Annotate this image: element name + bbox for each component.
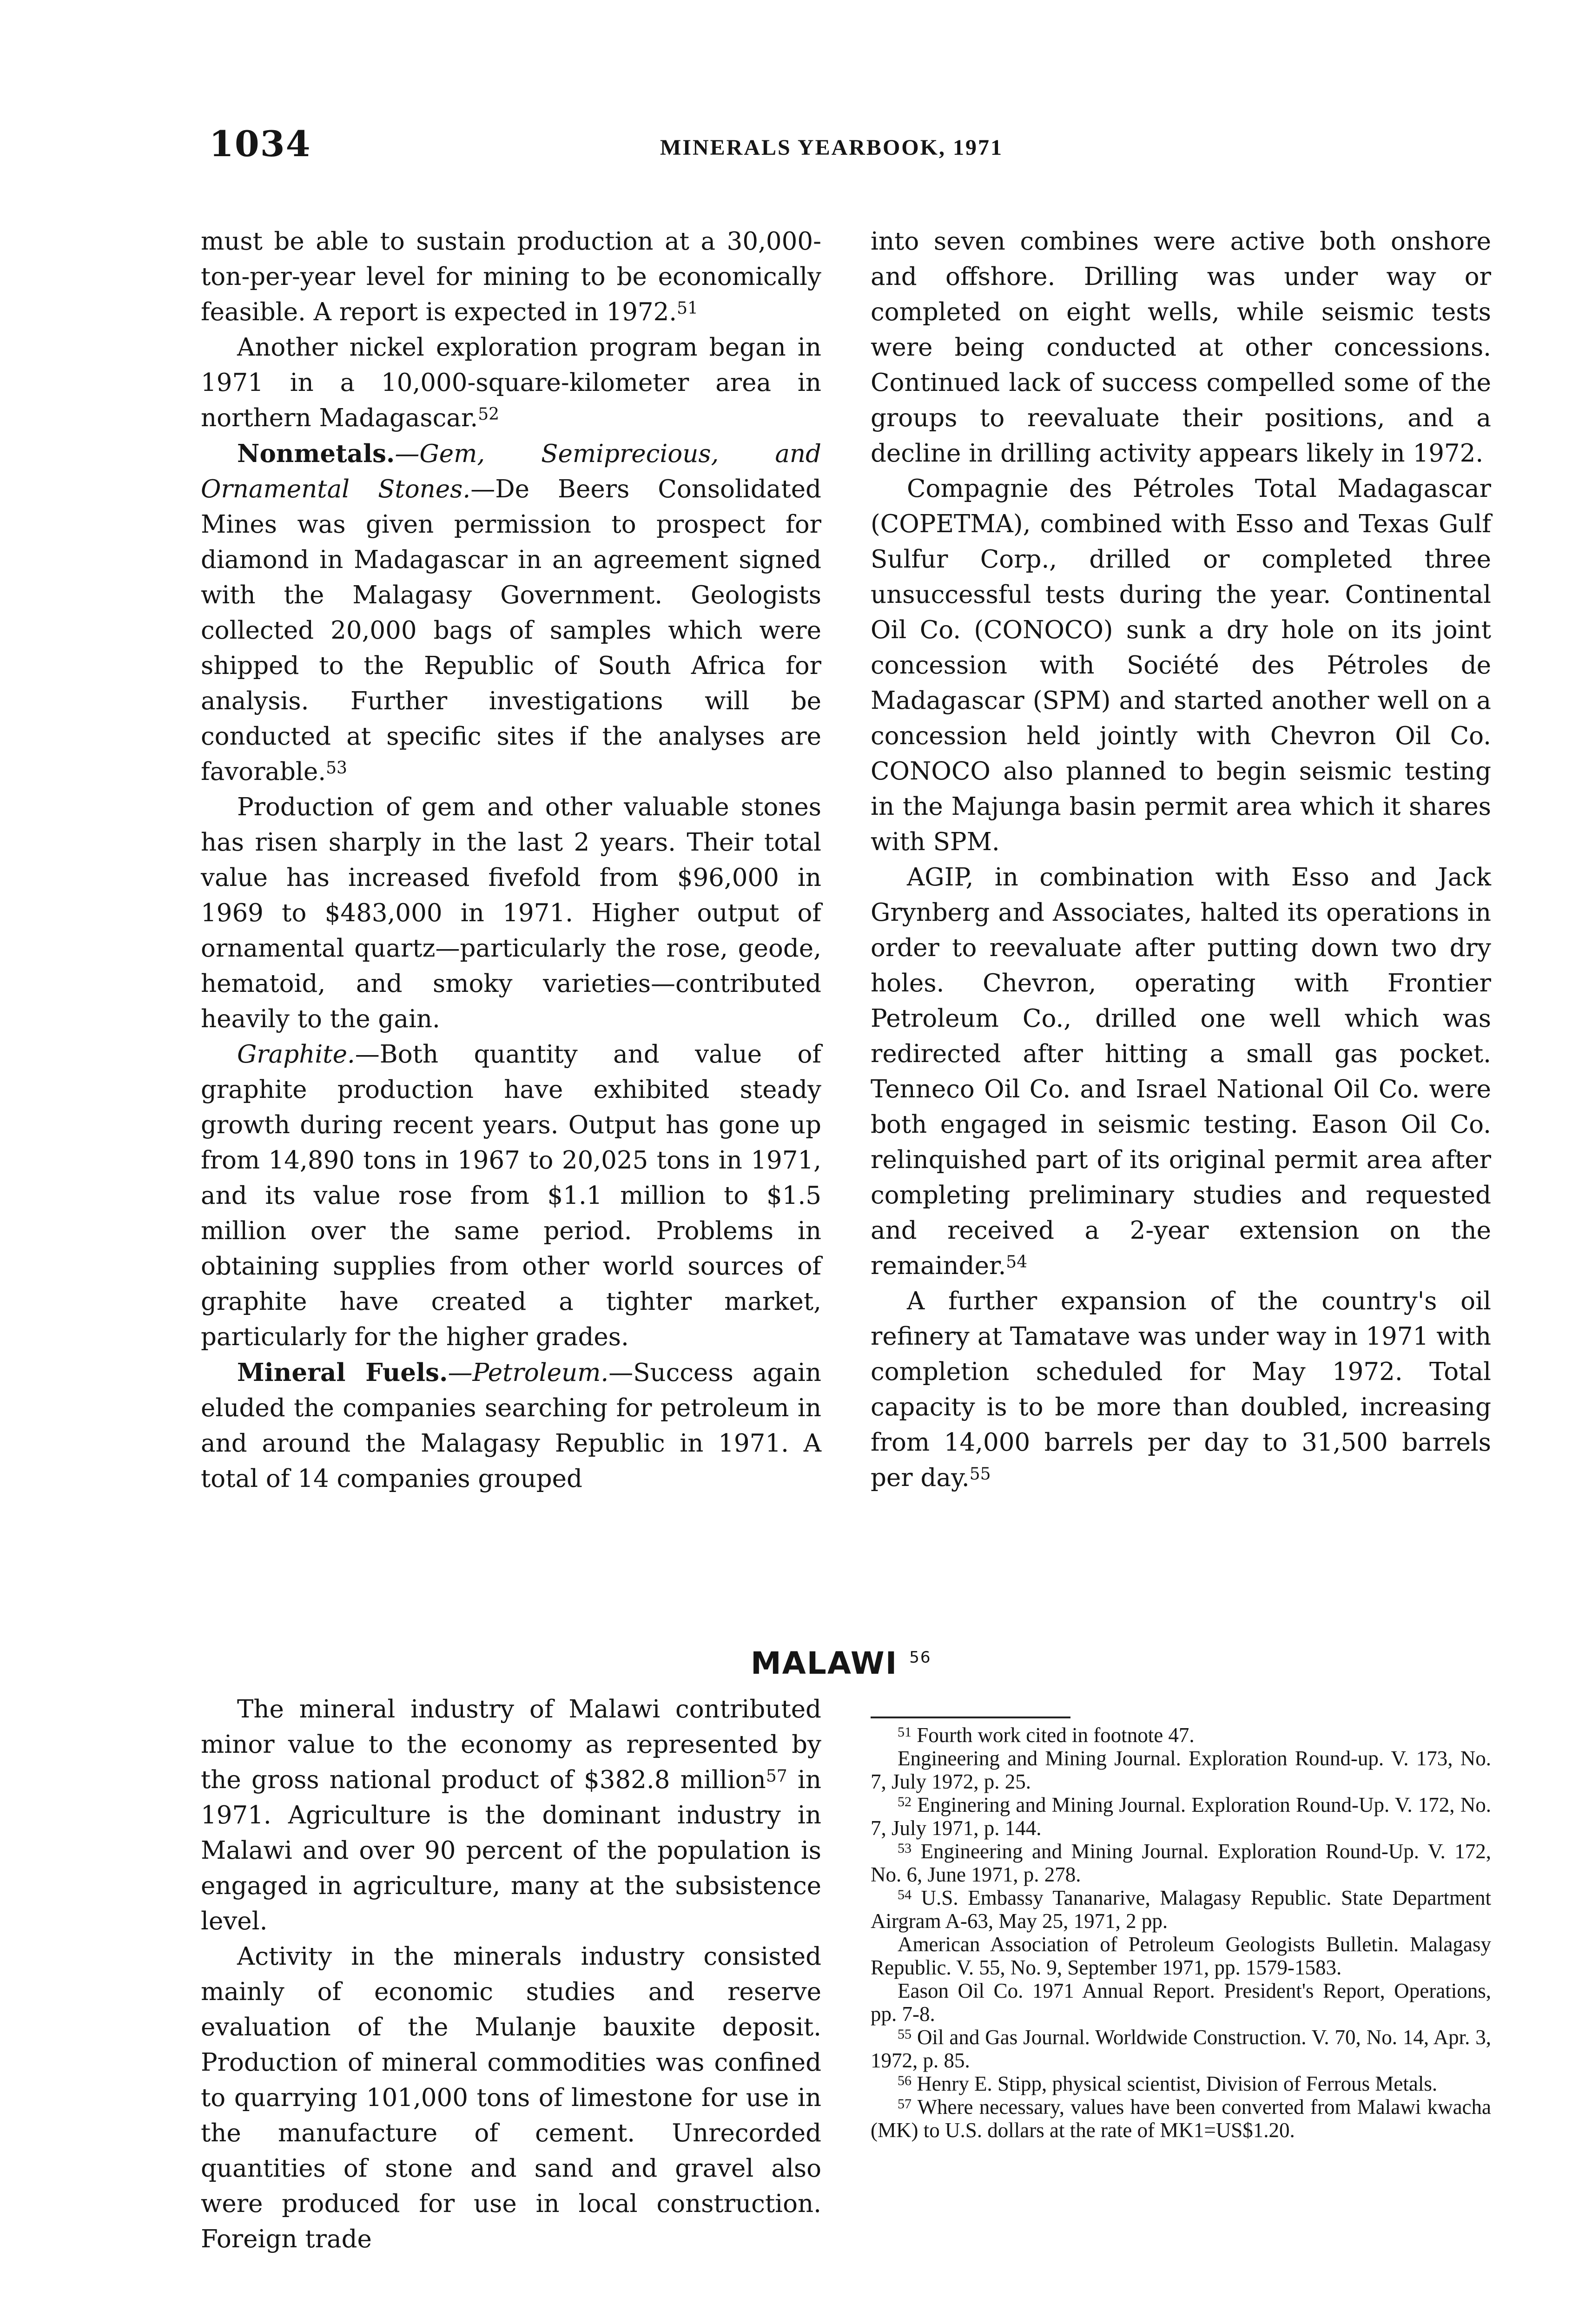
paragraph: must be able to sustain production at a 30,000-ton-per-year level for mining to be economically feasible. A report is expected in 1972.51 [201, 227, 821, 326]
paragraph: Another nickel exploration program began in 1971 in a 10,000-square-kilometer area in northern Madagascar.$^{52}$ [201, 333, 821, 432]
right-column [871, 224, 1491, 1496]
paragraph: A further expansion of the country's oil refinery at Tamatave was under way in 1971 with completion scheduled for May 1972. Total capacity is to be more than doubled, increasing from 14,000 barrels per day to 31,500 barrels per day.$^{55}$ [871, 1287, 1491, 1492]
footnotes [871, 1723, 1491, 2142]
subsection-heading: Mineral Fuels. [237, 1358, 448, 1387]
paragraph: Mineral Fuels.—Petroleum.—Success again eluded the companies searching for petroleum in and around the Malagasy Republic in 1971. A total of 14 companies grouped [201, 1358, 821, 1493]
section-title: MALAWI $^{56}$ [751, 1645, 931, 1681]
footnote: $^{54}$ U.S. Embassy Tananarive, Malagasy Republic. State Department Airgram A-63, May 25, 1971, 2 pp. [871, 1886, 1491, 1933]
subsection-subheading: —Petroleum. [448, 1359, 609, 1387]
footnote-ref: 57 [766, 1767, 787, 1786]
footnote-ref: 54 [1006, 1253, 1028, 1272]
paragraph: Graphite.—Both quantity and value of graphite production have exhibited steady growth during recent years. Output has gone up from 14,890 tons in 1967 to 20,025 tons in 1971, and its value rose from $1.1 million to $1.5 million over the same period. Problems in obtaining supplies from other world sources of graphite have created a tighter market, particularly for the higher grades. [201, 1040, 821, 1351]
footnote-ref: 51 [677, 299, 698, 318]
running-head: MINERALS YEARBOOK, 1971 [660, 135, 1003, 160]
footnote: $^{52}$ Enginering and Mining Journal. Exploration Round-Up. V. 172, No. 7, July 1971, p. 144. [871, 1793, 1492, 1840]
footnote-ref: 55 [969, 1465, 991, 1484]
subsection-subheading: Graphite. [237, 1040, 355, 1069]
footnote: $^{51}$ Fourth work cited in footnote 47. [898, 1723, 1195, 1747]
footnote-rule [871, 1717, 1070, 1718]
paragraph: Activity in the minerals industry consisted mainly of economic studies and reserve evaluation of the Mulanje bauxite deposit. Production of mineral commodities was confined to quarrying 101,000 tons of limestone for use in the manufacture of cement. Unrecorded quantities of stone and sand and gravel also were produced for use in local construction. Foreign trade [201, 1942, 821, 2253]
footnote: American Association of Petroleum Geologists Bulletin. Malagasy Republic. V. 55, No. 9, September 1971, pp. 1579-1583. [871, 1933, 1491, 1979]
paragraph: The mineral industry of Malawi contributed minor value to the economy as represented by the gross national product of $382.8 million$^{57}$ in 1971. Agriculture is the dominant industry in Malawi and over 90 percent of the population is engaged in agriculture, many at the subsistence level. [201, 1695, 821, 1935]
footnote: $^{55}$ Oil and Gas Journal. Worldwide Construction. V. 70, No. 14, Apr. 3, 1972, p. 85. [871, 2026, 1492, 2072]
paragraph: Production of gem and other valuable stones has risen sharply in the last 2 years. Their total value has increased fivefold from $96,000 in 1969 to $483,000 in 1971. Higher output of ornamental quartz—particularly the rose, geode, hematoid, and smoky varieties—contributed heavily to the gain. [201, 793, 821, 1033]
footnote: $^{56}$ Henry E. Stipp, physical scientist, Division of Ferrous Metals. [898, 2072, 1438, 2095]
footnote-ref: 56 [909, 1648, 931, 1667]
paragraph: Compagnie des Pétroles Total Madagascar (COPETMA), combined with Esso and Texas Gulf Sulfur Corp., drilled or completed three unsuccessful tests during the year. Continental Oil Co. (CONOCO) sunk a dry hole on its joint concession with Société des Pétroles de Madagascar (SPM) and started another well on a concession held jointly with Chevron Oil Co. CONOCO also planned to begin seismic testing in the Majunga basin permit area which it shares with SPM. [871, 475, 1491, 856]
footnote: Eason Oil Co. 1971 Annual Report. President's Report, Operations, pp. 7-8. [871, 1979, 1491, 2026]
malawi-column [201, 1692, 821, 2257]
subsection-subheading: —Gem, Semiprecious, and Ornamental Stones. [201, 440, 821, 503]
footnote: $^{53}$ Engineering and Mining Journal. Exploration Round-Up. V. 172, No. 6, June 1971, p. 278. [871, 1840, 1492, 1886]
subsection-heading: Nonmetals. [237, 439, 395, 468]
page-number: 1034 [209, 123, 311, 165]
footnote: $^{57}$ Where necessary, values have been converted from Malawi kwacha (MK) to U.S. dollars at the rate of MK1=US$1.20. [871, 2095, 1491, 2142]
left-column [201, 224, 821, 1497]
paragraph: Nonmetals.—Gem, Semiprecious, and Ornamental Stones.—De Beers Consolidated Mines was given permission to prospect for diamond in Madagascar in an agreement signed with the Malagasy Government. Geologists collected 20,000 bags of samples which were shipped to the Republic of South Africa for analysis. Further investigations will be conducted at specific sites if the analyses are favorable.$^{53}$ [201, 439, 821, 786]
paragraph: into seven combines were active both onshore and offshore. Drilling was under way or completed on eight wells, while seismic tests were being conducted at other concessions. Continued lack of success compelled some of the groups to reevaluate their positions, and a decline in drilling activity appears likely in 1972. [871, 227, 1491, 468]
paragraph: AGIP, in combination with Esso and Jack Grynberg and Associates, halted its operations in order to reevaluate after putting down two dry holes. Chevron, operating with Frontier Petroleum Co., drilled one well which was redirected after hitting a small gas pocket. Tenneco Oil Co. and Israel National Oil Co. were both engaged in seismic testing. Eason Oil Co. relinquished part of its original permit area after completing preliminary studies and requested and received a 2-year extension on the remainder.$^{54}$ [871, 863, 1491, 1280]
footnote-ref: 53 [326, 759, 347, 778]
footnote: Engineering and Mining Journal. Exploration Round-up. V. 173, No. 7, July 1972, p. 25. [871, 1747, 1491, 1793]
footnote-ref: 52 [478, 405, 500, 424]
